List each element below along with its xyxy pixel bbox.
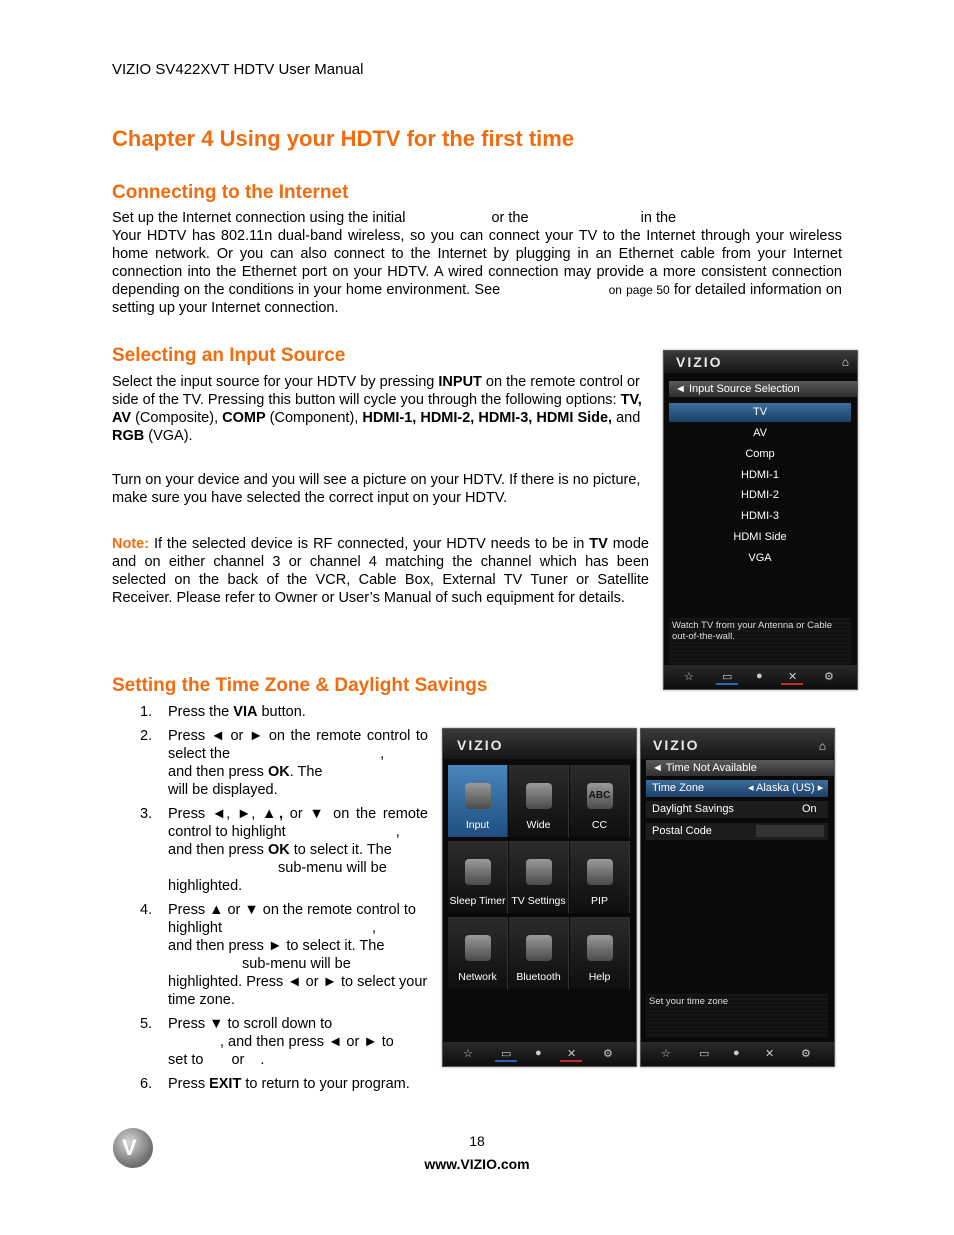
timezone-steps bbox=[112, 703, 428, 1099]
exit-icon: ✕ bbox=[567, 1048, 577, 1060]
pip-icon bbox=[587, 859, 613, 885]
vizio-logo: VIZIO bbox=[676, 354, 723, 370]
note-text: If the selected device is RF connected, your HDTV needs to be in bbox=[149, 536, 590, 552]
blue-indicator bbox=[716, 683, 738, 685]
input-options-bold: HDMI-1, HDMI-2, HDMI-3, HDMI Side, bbox=[362, 410, 613, 426]
tv-footer-bar bbox=[443, 1042, 636, 1066]
via-tile-label: CC bbox=[591, 819, 608, 831]
note-tv: TV bbox=[589, 536, 608, 552]
step-text: sub-menu will be bbox=[278, 860, 387, 876]
menu-icon: ▭ bbox=[501, 1048, 512, 1060]
network-icon bbox=[465, 935, 491, 961]
input-source-paragraph bbox=[112, 373, 647, 445]
internet-body bbox=[112, 227, 842, 317]
via-tile[interactable] bbox=[448, 841, 508, 913]
input-option[interactable]: HDMI Side bbox=[733, 531, 787, 543]
via-tile[interactable] bbox=[570, 917, 630, 989]
internet-body-end: for detailed information on setting up your Internet connection. bbox=[112, 282, 842, 316]
input-text: and bbox=[612, 410, 641, 426]
tv-menu-title bbox=[669, 381, 857, 397]
via-tile[interactable] bbox=[509, 765, 569, 837]
menu-icon: ▭ bbox=[722, 671, 733, 683]
via-tile-label: Wide bbox=[526, 819, 551, 831]
chapter-title: Chapter 4 Using your HDTV for the first time bbox=[112, 126, 575, 151]
gear-icon: ⚙ bbox=[801, 1048, 811, 1060]
back-arrow-icon: ◄ bbox=[675, 383, 689, 395]
step-key: EXIT bbox=[209, 1076, 242, 1092]
via-tile[interactable] bbox=[448, 765, 508, 837]
step-key: VIA bbox=[233, 704, 258, 720]
step-1 bbox=[112, 703, 428, 721]
vizio-logo: VIZIO bbox=[653, 737, 700, 753]
internet-ref-on: on bbox=[608, 283, 622, 297]
tv-time-screen bbox=[640, 728, 835, 1067]
v-button-icon: ● bbox=[733, 1047, 740, 1059]
home-icon: ⌂ bbox=[841, 355, 849, 369]
step-text: , bbox=[395, 824, 400, 840]
step-text: , bbox=[372, 920, 377, 936]
v-button-icon: ● bbox=[535, 1047, 542, 1059]
sleep-timer-icon bbox=[465, 859, 491, 885]
step-text: sub-menu will be bbox=[242, 956, 351, 972]
step-text: Press the bbox=[168, 704, 234, 720]
tv-input-screen bbox=[663, 350, 858, 690]
via-tile-label: PIP bbox=[591, 895, 608, 907]
internet-intro-line bbox=[112, 209, 842, 227]
via-tile[interactable] bbox=[448, 917, 508, 989]
step-text: button. bbox=[257, 704, 306, 720]
step-number: 1. bbox=[140, 704, 153, 720]
exit-icon: ✕ bbox=[765, 1048, 775, 1060]
internet-ref-page: page 50 bbox=[626, 283, 670, 297]
input-device-paragraph: Turn on your device and you will see a picture on your HDTV. If there is no picture, make sure you have selected the correct input on your HDTV. bbox=[112, 472, 641, 506]
exit-icon: ✕ bbox=[788, 671, 798, 683]
via-tile-label: Input bbox=[465, 819, 490, 831]
tv-menu-title bbox=[646, 760, 834, 776]
tv-help-text: Watch TV from your Antenna or Cable out-of-the-wall. bbox=[669, 618, 851, 666]
input-text: (Composite), bbox=[131, 410, 223, 426]
step-number: 2. bbox=[140, 728, 153, 744]
step-text: to select it. The bbox=[289, 842, 392, 858]
red-indicator bbox=[560, 1060, 582, 1062]
manual-header: VIZIO SV422XVT HDTV User Manual bbox=[112, 61, 364, 78]
via-tile-label: Sleep Timer bbox=[449, 895, 506, 907]
via-tile-label: Bluetooth bbox=[516, 971, 561, 983]
input-source-heading: Selecting an Input Source bbox=[112, 345, 346, 366]
step-text: Press ◄, ►, bbox=[168, 806, 262, 822]
input-option[interactable]: AV bbox=[753, 427, 767, 439]
time-zone-label: Time Zone bbox=[652, 782, 705, 794]
step-text: highlighted. Press ◄ or ► to select your time zone. bbox=[168, 974, 428, 1008]
star-icon: ☆ bbox=[684, 671, 694, 683]
step-text: , and then press ◄ or ► to bbox=[220, 1034, 394, 1050]
home-icon: ⌂ bbox=[818, 739, 826, 753]
step-text: Press ▼ to scroll down to bbox=[168, 1016, 333, 1032]
blue-indicator bbox=[495, 1060, 517, 1062]
input-note bbox=[112, 535, 649, 607]
back-arrow-icon: ◄ bbox=[652, 762, 666, 774]
tv-menu-title-text: Input Source Selection bbox=[688, 383, 800, 395]
postal-code-row bbox=[646, 823, 828, 840]
step-text: or ▼ on the remote control to highlight bbox=[168, 806, 428, 840]
step-text: Press ◄ or ► on the remote control to select the bbox=[168, 728, 428, 762]
step-number: 6. bbox=[140, 1076, 153, 1092]
internet-heading: Connecting to the Internet bbox=[112, 182, 349, 203]
tv-footer-bar bbox=[641, 1042, 834, 1066]
via-tile[interactable] bbox=[570, 841, 630, 913]
step-number: 3. bbox=[140, 806, 153, 822]
tv-settings-icon bbox=[526, 859, 552, 885]
step-text: set to bbox=[168, 1052, 204, 1068]
daylight-savings-row bbox=[646, 801, 828, 818]
via-tile-label: Network bbox=[458, 971, 497, 983]
input-option[interactable]: Comp bbox=[745, 448, 775, 460]
input-text: Select the input source for your HDTV by pressing bbox=[112, 374, 439, 390]
time-zone-row bbox=[646, 780, 828, 797]
tv-footer-bar bbox=[664, 665, 857, 689]
input-text: on the remote control or side of the TV. Pressing this button will cycle you through the following options: bbox=[112, 374, 640, 408]
step-5 bbox=[112, 1015, 428, 1069]
step-4 bbox=[112, 901, 428, 1009]
wide-icon bbox=[526, 783, 552, 809]
menu-icon: ▭ bbox=[699, 1048, 710, 1060]
input-text: (VGA). bbox=[144, 428, 193, 444]
cc-icon: ABC bbox=[587, 783, 613, 809]
step-2 bbox=[112, 727, 428, 799]
step-text: and then press bbox=[168, 764, 268, 780]
via-tile[interactable] bbox=[509, 841, 569, 913]
step-text: Press bbox=[168, 1076, 210, 1092]
gear-icon: ⚙ bbox=[603, 1048, 613, 1060]
input-option[interactable]: TV bbox=[669, 403, 851, 422]
red-indicator bbox=[781, 683, 803, 685]
step-6 bbox=[112, 1075, 428, 1093]
vizio-logo: VIZIO bbox=[457, 737, 504, 753]
input-option[interactable]: HDMI-3 bbox=[741, 510, 779, 522]
tv-help-text: Set your time zone bbox=[646, 994, 828, 1038]
star-icon: ☆ bbox=[661, 1048, 671, 1060]
internet-body-text: Your HDTV has 802.11n dual-band wireless, so you can connect your TV to the Internet through your wireless home network. Or you can also connect to the Internet by plugging in an Ethernet cable from your Internet connection into the Ethernet port on your HDTV. A wired connection may provide a more consistent connection depending on the conditions in your home environment. See bbox=[112, 228, 842, 298]
step-text: will be displayed. bbox=[168, 782, 278, 798]
via-tile-label: TV Settings bbox=[511, 895, 566, 907]
step-number: 5. bbox=[140, 1016, 153, 1032]
via-tile[interactable] bbox=[509, 917, 569, 989]
step-number: 4. bbox=[140, 902, 153, 918]
step-text: to return to your program. bbox=[241, 1076, 410, 1092]
step-text: , bbox=[380, 746, 385, 762]
step-text: . bbox=[260, 1052, 265, 1068]
step-text: and then press ► to select it. The bbox=[168, 938, 385, 954]
page-number: 18 bbox=[469, 1133, 485, 1149]
tv-via-screen bbox=[442, 728, 637, 1067]
tv-menu-title-text: Time Not Available bbox=[665, 762, 757, 774]
star-icon: ☆ bbox=[463, 1048, 473, 1060]
step-key: ▲, bbox=[261, 806, 284, 822]
internet-text-a: Set up the Internet connection using the initial bbox=[112, 210, 406, 226]
note-label: Note: bbox=[112, 536, 150, 552]
step-text: Press ▲ or ▼ on the remote control to highlight bbox=[168, 902, 416, 936]
step-3 bbox=[112, 805, 428, 895]
internet-text-b: or the bbox=[491, 210, 529, 226]
gear-icon: ⚙ bbox=[824, 671, 834, 683]
input-options-bold: TV, AV bbox=[112, 392, 642, 426]
help-icon bbox=[587, 935, 613, 961]
time-zone-value-text: Alaska (US) bbox=[755, 782, 815, 794]
bluetooth-icon bbox=[526, 935, 552, 961]
website-link[interactable]: www.VIZIO.com bbox=[424, 1156, 530, 1172]
step-text: and then press bbox=[168, 842, 268, 858]
input-icon bbox=[465, 783, 491, 809]
step-key: OK bbox=[267, 764, 290, 780]
v-button-icon: ● bbox=[756, 670, 763, 682]
input-key: INPUT bbox=[438, 374, 482, 390]
input-option[interactable]: VGA bbox=[748, 552, 772, 564]
step-text: or bbox=[231, 1052, 245, 1068]
input-option[interactable]: HDMI-2 bbox=[741, 489, 779, 501]
daylight-savings-value: On bbox=[802, 803, 817, 815]
via-tile-label: Help bbox=[588, 971, 611, 983]
vizio-v-logo: V bbox=[113, 1128, 153, 1168]
input-options-bold: COMP bbox=[222, 410, 266, 426]
internet-text-c: in the bbox=[640, 210, 677, 226]
timezone-heading: Setting the Time Zone & Daylight Savings bbox=[112, 675, 488, 696]
input-text: (Component), bbox=[265, 410, 363, 426]
note-text: mode and on either channel 3 or channel 4 matching the channel which has been selected on the back of the VCR, Cable Box, External TV Tuner or Satellite Receiver. Please refer to Owner or User’s Manual of such equipment for details. bbox=[112, 536, 649, 606]
daylight-savings-label: Daylight Savings bbox=[652, 803, 734, 815]
time-zone-value: ◂ Alaska (US) ▸ bbox=[748, 782, 824, 794]
step-key: OK bbox=[267, 842, 290, 858]
via-tile[interactable] bbox=[570, 765, 630, 837]
input-options-bold: RGB bbox=[112, 428, 145, 444]
input-option[interactable]: HDMI-1 bbox=[741, 469, 779, 481]
postal-code-field bbox=[756, 825, 824, 837]
step-text: . The bbox=[289, 764, 323, 780]
step-text: highlighted. bbox=[168, 878, 243, 894]
postal-code-label: Postal Code bbox=[652, 825, 712, 837]
